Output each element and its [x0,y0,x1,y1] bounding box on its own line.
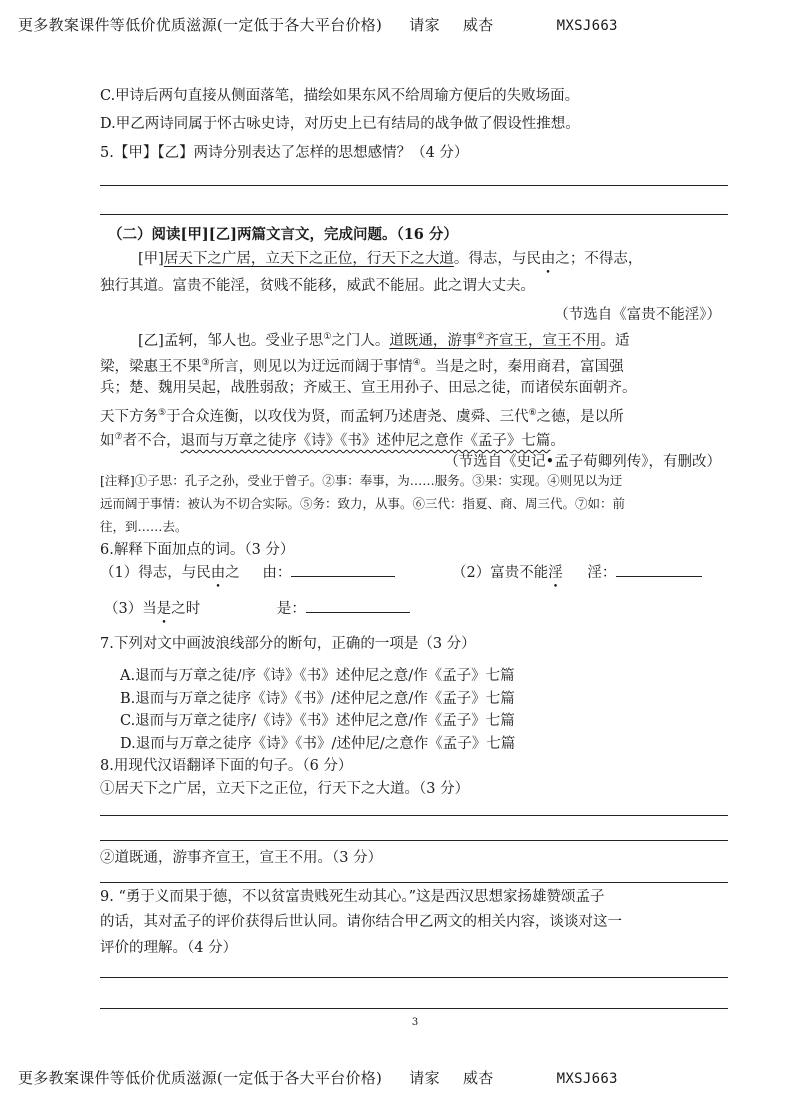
note-line-2: 远而阔于事情：被认为不切合实际。⑤务：致力，从事。⑥三代：指夏、商、周三代。⑦如：前 [100,496,626,511]
q6-blank-1[interactable] [291,562,395,577]
footer-ad-text: 更多教案课件等低价优质滋源(一定低于各大平台价格) [18,1069,383,1087]
answer-line-q8-2[interactable] [100,840,728,841]
footer-name: 威杏 [462,1069,494,1087]
q6-blank-2[interactable] [616,562,702,577]
header-code: MXSJ663 [556,18,618,34]
note-mark: ② [476,332,485,342]
note-mark: ⑦ [114,432,123,442]
yi-line-3: 兵；楚、魏用吴起，战胜弱敌；齐威王、宣王用孙子、田忌之徒，而诸侯东面朝齐。 [100,380,637,396]
question-6-title: 6.解释下面加点的词。（3 分） [100,542,295,558]
dotted-char-yin: 淫 [548,565,563,581]
q6-item-3 [104,598,410,619]
q6-item-text: 之时 [171,601,201,617]
dotted-char-shi: 是 [156,601,172,617]
yi-text: 。 [550,432,565,449]
jia-line-1 [138,249,642,269]
q6-item-1 [100,562,395,583]
note-mark: ⑥ [528,408,537,418]
answer-line-q9-2[interactable] [100,1008,728,1009]
page-number: 3 [411,1017,419,1028]
note-mark: ③ [201,358,210,368]
question-5: 5.【甲】【乙】两诗分别表达了怎样的思想感情？（4 分） [100,145,469,161]
note-mark: ① [323,332,332,342]
option-d: D.甲乙两诗同属于怀古咏史诗，对历史上已有结局的战争做了假设性推想。 [100,116,580,132]
q6-word-3: 是： [276,601,306,617]
q8-sentence-1: ①居天下之广居，立天下之正位，行天下之大道。（3 分） [100,781,470,797]
yi-line-4 [100,403,624,427]
yi-text: 之德，是以所 [536,408,624,425]
dotted-char-you: 由 [210,565,226,581]
q6-item-text: （2）富贵不能 [452,565,549,581]
q6-word-2: 淫： [587,565,617,581]
top-header [18,14,618,35]
answer-line-q5-1[interactable] [100,185,728,186]
section2-title: （二）阅读[甲][乙]两篇文言文，完成问题。（16 分） [108,226,458,243]
yi-text: 于合众连衡，以攻伐为贤，而孟轲乃述唐尧、虞舜、三代 [166,408,529,425]
q9-line-1: 9. “勇于义而果于德，不以贫富贵贱死生动其心。”这是西汉思想家扬雄赞颂孟子 [100,889,605,905]
q6-blank-3[interactable] [306,598,410,613]
jia-text: 之；不得志， [555,251,643,267]
q7-option-c[interactable]: C.退而与万章之徒序/《诗》《书》述仲尼之意/作《孟子》七篇 [120,713,515,729]
note-mark: ⑤ [158,408,167,418]
q9-line-2: 的话，其对孟子的评价获得后世认同。请你结合甲乙两文的相关内容，谈谈对这一 [100,914,622,930]
yi-text: 所言，则见以为迂远而阔于事情 [209,358,413,375]
answer-line-q8-1[interactable] [100,815,728,816]
q6-item-text: （3）当 [104,601,157,617]
jia-source: （节选自《富贵不能淫》） [554,307,721,323]
answer-line-q9-1[interactable] [100,977,728,978]
question-8-title: 8.用现代汉语翻译下面的句子。（6 分） [100,758,353,774]
note-line-1: [注释]①子思：孔子之孙，受业于曾子。②事：奉事，为……服务。③果：实现。④则见以为迂 [100,473,623,488]
yi-text: 。适 [600,332,630,349]
q6-item-text: （1）得志，与民 [100,565,211,581]
footer-code: MXSJ663 [556,1071,618,1087]
yi-text: 天下方务 [100,408,158,425]
option-c: C.甲诗后两句直接从侧面落笔，描绘如果东风不给周瑜方便后的失败场面。 [100,88,580,104]
q9-line-3: 评价的理解。（4 分） [100,940,238,956]
yi-line-5 [100,427,565,451]
bottom-header [18,1067,618,1088]
yi-text: 之门人。 [331,332,390,349]
yi-underlined-sentence [389,333,600,349]
header-contact: 请家 [409,16,440,34]
yi-line-2 [100,353,624,377]
note-mark: ④ [412,358,421,368]
yi-text: [乙]孟轲，邹人也。受业子思 [138,332,324,349]
q6-item-2 [452,562,702,583]
question-7-title: 7.下列对文中画波浪线部分的断句，正确的一项是（3 分） [100,636,476,652]
yi-underlined-part: 道既通，游事 [389,332,477,349]
q8-sentence-2: ②道既通，游事齐宣王，宣王不用。（3 分） [100,850,383,866]
q7-option-b[interactable]: B.退而与万章之徒序《诗》《书》/述仲尼之意/作《孟子》七篇 [120,691,515,707]
footer-contact: 请家 [409,1069,440,1087]
yi-text: 。当是之时，秦用商君，富国强 [420,358,624,375]
jia-label: [甲] [138,251,164,267]
yi-source: （节选自《史记•孟子荀卿列传》，有删改） [444,454,721,470]
jia-line-2: 独行其道。富贵不能淫，贫贱不能移，威武不能屈。此之谓大丈夫。 [100,278,535,294]
dotted-char-you: 由 [540,251,556,267]
jia-underlined-sentence: 居天下之广居，立天下之正位，行天下之大道 [163,251,454,267]
yi-text: 如 [100,432,115,449]
header-name: 威杏 [462,16,494,34]
q6-item-text: 之 [225,565,240,581]
q7-option-a[interactable]: A.退而与万章之徒/序《诗》《书》述仲尼之意/作《孟子》七篇 [120,668,515,684]
yi-wavy-sentence: 退而与万章之徒序《诗》《书》述仲尼之意作《孟子》七篇 [180,432,551,449]
q6-word-1: 由： [262,565,292,581]
q7-option-d[interactable]: D.退而与万章之徒序《诗》《书》/述仲尼/之意作《孟子》七篇 [120,736,516,752]
header-ad-text: 更多教案课件等低价优质滋源(一定低于各大平台价格) [18,16,383,34]
answer-line-q8-3[interactable] [100,882,728,883]
answer-line-q5-2[interactable] [100,214,728,215]
yi-underlined-part: 齐宣王，宣王不用 [484,332,601,349]
yi-text: 梁，梁惠王不果 [100,358,202,375]
yi-line-1 [138,327,629,351]
jia-text: 。得志，与民 [453,251,541,267]
yi-text: 者不合， [122,432,181,449]
note-line-3: 往，到……去。 [100,519,188,534]
